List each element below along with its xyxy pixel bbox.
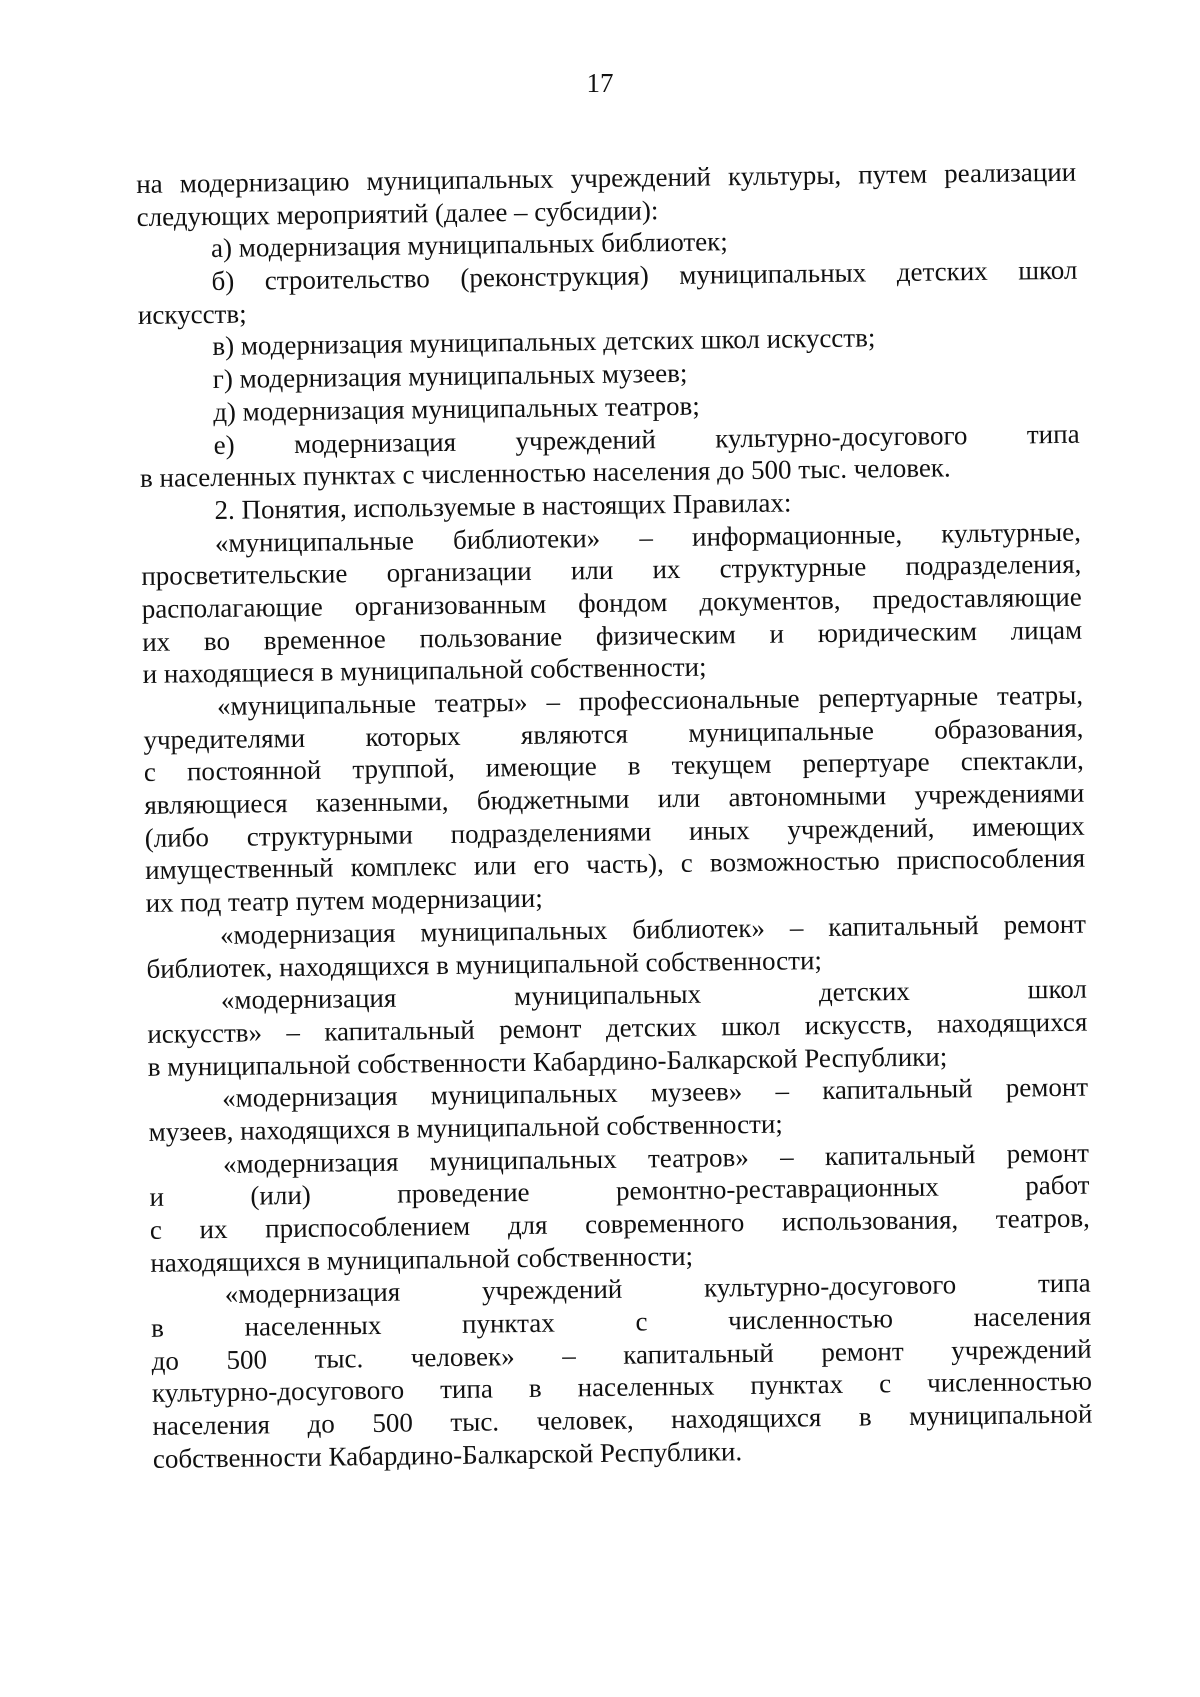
document-body bbox=[136, 156, 1093, 1476]
text-line: «муниципальные библиотеки» – информационные, культурные, bbox=[214, 516, 1082, 558]
text-line: «модернизация муниципальных детских школ bbox=[220, 973, 1088, 1016]
text-line: (либо структурными подразделениями иных учреждений, имеющих bbox=[144, 810, 1085, 853]
text-line: их под театр путем модернизации; bbox=[145, 882, 543, 919]
text-line: на модернизацию муниципальных учреждений культуры, путем реализации bbox=[136, 156, 1077, 199]
text-line: д) модернизация муниципальных театров; bbox=[213, 390, 700, 427]
text-line: в муниципальной собственности Кабардино-Балкарской Республики; bbox=[147, 1041, 948, 1082]
text-line: 2. Понятия, используемые в настоящих Правилах: bbox=[214, 487, 792, 525]
text-line: б) строительство (реконструкция) муниципальных детских школ bbox=[211, 254, 1078, 297]
text-line: в населенных пунктах с численностью населения bbox=[150, 1300, 1092, 1343]
text-line: г) модернизация муниципальных музеев; bbox=[212, 357, 688, 395]
text-line: в населенных пунктах с численностью населения до 500 тыс. человек. bbox=[139, 452, 951, 494]
text-line: а) модернизация муниципальных библиотек; bbox=[210, 226, 728, 264]
text-line: следующих мероприятий (далее – субсидии): bbox=[136, 194, 659, 232]
text-line: с постоянной труппой, имеющие в текущем репертуаре спектакли, bbox=[143, 745, 1085, 788]
text-line: «модернизация муниципальных театров» – капитальный ремонт bbox=[222, 1137, 1090, 1179]
text-line: собственности Кабардино-Балкарской Республики. bbox=[152, 1435, 743, 1474]
text-line: располагающие организованным фондом документов, предоставляющие bbox=[141, 581, 1082, 624]
text-line: просветительские организации или их структурные подразделения, bbox=[141, 548, 1082, 592]
text-line: «модернизация учреждений культурно-досугового типа bbox=[224, 1267, 1091, 1310]
text-line: являющиеся казенными, бюджетными или автономными учреждениями bbox=[144, 777, 1085, 821]
text-line: «муниципальные театры» – профессиональные репертуарные театры, bbox=[216, 679, 1084, 721]
text-line: до 500 тыс. человек» – капитальный ремонт учреждений bbox=[151, 1333, 1092, 1376]
text-line: музеев, находящихся в муниципальной собственности; bbox=[148, 1108, 784, 1147]
text-line: искусств; bbox=[137, 298, 247, 330]
text-line: искусств» – капитальный ремонт детских школ искусств, находящихся bbox=[147, 1006, 1088, 1049]
text-line: «модернизация муниципальных музеев» – капитальный ремонт bbox=[221, 1071, 1089, 1114]
text-line: библиотек, находящихся в муниципальной собственности; bbox=[146, 944, 823, 984]
text-line: их во временное пользование физическим и юридическим лицам bbox=[142, 614, 1083, 657]
page-number: 17 bbox=[586, 68, 614, 98]
text-line: е) модернизация учреждений культурно-досугового типа bbox=[213, 418, 1080, 460]
text-line: и находящиеся в муниципальной собственности; bbox=[142, 651, 707, 690]
text-line: находящихся в муниципальной собственности; bbox=[150, 1240, 694, 1278]
text-line: в) модернизация муниципальных детских школ искусств; bbox=[212, 322, 876, 362]
text-line: имущественный комплекс или его часть), с возможностью приспособления bbox=[144, 843, 1086, 886]
text-line: культурно-досугового типа в населенных пунктах с численностью bbox=[151, 1366, 1093, 1409]
text-line: и (или) проведение ремонтно-реставрационных работ bbox=[149, 1169, 1090, 1213]
text-line: с их приспособлением для современного использования, театров, bbox=[149, 1202, 1091, 1245]
text-line: учредителями которых являются муниципальные образования, bbox=[143, 712, 1084, 755]
text-line: «модернизация муниципальных библиотек» – капитальный ремонт bbox=[219, 908, 1087, 950]
text-line: населения до 500 тыс. человек, находящихся в муниципальной bbox=[152, 1398, 1093, 1442]
